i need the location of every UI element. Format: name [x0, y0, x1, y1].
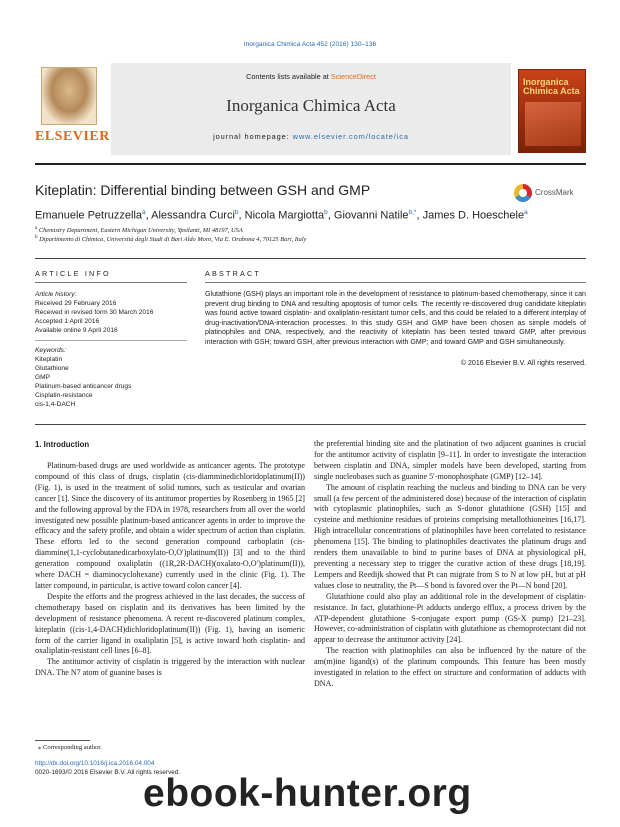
author-list [35, 209, 586, 222]
keyword: Cisplatin-resistance [35, 392, 93, 399]
author-name[interactable]: Giovanni Natile [333, 209, 409, 222]
history-item: Received 29 February 2016 [35, 300, 117, 307]
article-history [35, 290, 187, 335]
body-rule [35, 424, 586, 425]
body-column-left [35, 461, 305, 679]
body-paragraph: The amount of cisplatin reaching the nucleus and binding to DNA can be very small (a few percent of the administered dose) because of the interaction of cisplatin with cytoplasmic platinophiles, such as S-donor glutathione (GSH) [15] and cysteine and methionine residues of proteins comprising metallothioneines [16,17]. High intracellular concentrations of platinophiles have been correlated to resistance phenomena [15]. The binding to platinophiles deactivates the platinum drugs and renders them unavailable to bind to purine bases of DNA at physiological pH, preventing a necessary step to trigger the curative action of these drugs [18,19]. Lempers and Reedijk showed that Pt can migrate from S to N at low pH, but at pH values close to neutrality, the Pt—S bond is favored over the Pt—N bond [20]. [314, 482, 586, 590]
crossmark-label: CrossMark [535, 188, 574, 197]
crossmark-icon [514, 184, 532, 202]
masthead [35, 63, 586, 155]
elsevier-tree-icon [41, 67, 97, 125]
author-affiliation-marker[interactable]: a [524, 209, 528, 216]
affiliation-text: Chemistry Department, Eastern Michigan University, Ypsilanti, MI 48197, USA [38, 227, 243, 235]
issn-copyright: 0020-1693/© 2016 Elsevier B.V. All rights reserved. [35, 769, 181, 776]
header-rule [35, 163, 586, 165]
section-rule [35, 258, 586, 259]
abstract-copyright: © 2016 Elsevier B.V. All rights reserved. [460, 359, 586, 367]
keyword: GMP [35, 374, 51, 381]
body-paragraph: Despite the efforts and the progress achieved in the last decades, the success of chemotherapy based on cisplatin and its derivatives has been limited by the development of resistance phenomena. A recent re-discovered platinum complex, kiteplatin ((cis-1,4-DACH)dichloridoplatinum(II)) (Fig. 1), having an isomeric form of the carrier ligand in oxaliplatin [5], is active toward both cisplatin- and oxaliplatin-resistant cell lines [6–8]. [35, 591, 305, 656]
keyword: Platinum-based anticancer drugs [35, 383, 132, 390]
body-paragraph: Platinum-based drugs are used worldwide as anticancer agents. The prototype compound of this class of drugs, cisplatin (cis-diamminedichloridoplatinum(II)) (Fig. 1), is used in the treatment of solid tumors, such as testicular and ovarian cancer [1]. Since the discovery of its antitumor properties by Rosenberg in 1965 [2] and the following approval by the FDA in 1978, researchers from all over the world investigated new possible platinum-based anticancer agents in order to improve the efficacy and the safety profile, and obtain a wider spectrum of action than cisplatin. These efforts led to the second generation compound carboplatin (cis-diammine(1,1-cyclobutanedicarboxylato-O,O′)platinum(II)) [3] and to the third generation compound oxaliplatin ((1R,2R-DACH)(oxalato-O,O′)platinum(II)), where DACH = diaminocyclohexane) currently used in the clinic (Fig. 1). The latter compound, in particular, is active toward colon cancer [4]. [35, 461, 305, 590]
history-label: Article history: [35, 291, 77, 298]
author-affiliation-marker[interactable]: b [324, 209, 328, 216]
author-separator: , [145, 209, 152, 222]
article-title: Kiteplatin: Differential binding between GSH and GMP [35, 182, 371, 198]
author-name[interactable]: Nicola Margiotta [244, 209, 325, 222]
keyword: Kiteplatin [35, 356, 63, 363]
history-item: Received in revised form 30 March 2016 [35, 309, 154, 316]
author-name[interactable]: James D. Hoeschele [422, 209, 525, 222]
journal-citation[interactable]: Inorganica Chimica Acta 452 (2016) 130–136 [243, 41, 377, 48]
body-paragraph: the preferential binding site and the platination of two adjacent guanines is crucial for the antitumor activity of cisplatin [9–11]. In order to investigate the interaction between cisplatin and DNA, simpler models have been developed, starting from single nucleobases such as guanine 5′-monophosphate (GMP) [12–14]. [314, 439, 586, 481]
keywords-rule [35, 340, 187, 341]
homepage-prefix: journal homepage: [213, 132, 293, 141]
affiliation-marker: a [35, 226, 38, 231]
author-separator: , [238, 209, 245, 222]
affiliation-text: Dipartimento di Chimica, Università degli Studi di Bari Aldo Moro, Via E. Orabona 4, 70125 Bari, Italy [39, 236, 307, 244]
author-name[interactable]: Alessandra Curci [151, 209, 235, 222]
keywords [35, 346, 187, 409]
body-column-right [314, 439, 586, 690]
footnote-rule [35, 740, 90, 741]
watermark: ebook-hunter.org [143, 772, 472, 815]
keywords-label: Keywords: [35, 347, 66, 354]
author-separator: , [416, 209, 423, 222]
keyword: cis-1,4-DACH [35, 401, 76, 408]
contents-prefix: Contents lists available at [246, 72, 331, 81]
journal-banner [111, 63, 511, 155]
crossmark-badge[interactable] [514, 184, 586, 204]
article-info-heading: ARTICLE INFO [35, 269, 111, 278]
author-affiliation-marker[interactable]: b,* [408, 209, 417, 216]
keyword: Glutathione [35, 365, 69, 372]
author-name[interactable]: Emanuele Petruzzella [35, 209, 143, 222]
body-paragraph: Glutathione could also play an additional role in the development of cisplatin-resistance. In fact, glutathione-Pt adducts undergo efflux, a process driven by the ATP-dependent glutathione S-conjugate export pump (GS-X pump) [21–23]. However, co-administration of cisplatin with glutathione as chemoprotectant did not appear to decrease the antitumor activity [24]. [314, 591, 586, 645]
abstract-rule [205, 282, 586, 283]
contents-line [111, 72, 511, 81]
author-affiliation-marker[interactable]: a [142, 209, 146, 216]
history-item: Available online 9 April 2016 [35, 327, 118, 334]
journal-homepage [111, 132, 511, 141]
affiliation-a [35, 226, 243, 234]
abstract-text: Glutathione (GSH) plays an important role in the development of resistance to platinum-based chemotherapy, since it can prevent drug binding to DNA and resulting apoptosis of tumor cells. The recently re-discovered drug candidate kiteplatin was found active toward cisplatin- and oxaliplatin-resistant tumor cells, and this could be related to a different interplay of drug-inactivation/DNA-interaction processes. In this study GSH and GMP have been chosen as simple models of platinophiles and DNA, respectively, and the reactivity of kiteplatin has been tested toward GMP, after previous interaction with GSH; toward GSH, after previous interaction with GMP; and toward GMP and GSH simultaneously. [205, 290, 586, 346]
cover-title: Inorganica Chimica Acta [523, 77, 580, 96]
intro-heading: 1. Introduction [35, 440, 90, 449]
journal-title: Inorganica Chimica Acta [226, 96, 396, 115]
abstract-heading: ABSTRACT [205, 269, 261, 278]
history-item: Accepted 1 April 2016 [35, 318, 100, 325]
author-affiliation-marker[interactable]: b [234, 209, 239, 216]
author-separator: , [327, 209, 334, 222]
elsevier-logo[interactable] [35, 67, 110, 151]
doi-link[interactable]: http://dx.doi.org/10.1016/j.ica.2016.04.004 [35, 760, 155, 767]
body-paragraph: The reaction with platinophiles can also be influenced by the nature of the am(m)ine ligand(s) of the platinum compounds. This feature has been mostly investigated in relation to the effect on structure and conformation of adducts with DNA. [314, 646, 586, 688]
cover-artwork [525, 102, 581, 146]
affiliation-b [35, 235, 307, 243]
homepage-link[interactable]: www.elsevier.com/locate/ica [292, 132, 409, 141]
body-paragraph: The antitumor activity of cisplatin is triggered by the interaction with nuclear DNA. The N7 atom of guanine bases is [35, 657, 305, 678]
corresponding-author-note: ⁎ Corresponding author. [38, 744, 102, 751]
sciencedirect-link[interactable]: ScienceDirect [330, 72, 376, 81]
journal-cover-image[interactable] [518, 69, 586, 153]
info-rule [35, 282, 187, 283]
publisher-name: ELSEVIER [35, 129, 110, 144]
affiliation-marker: b [35, 235, 38, 240]
